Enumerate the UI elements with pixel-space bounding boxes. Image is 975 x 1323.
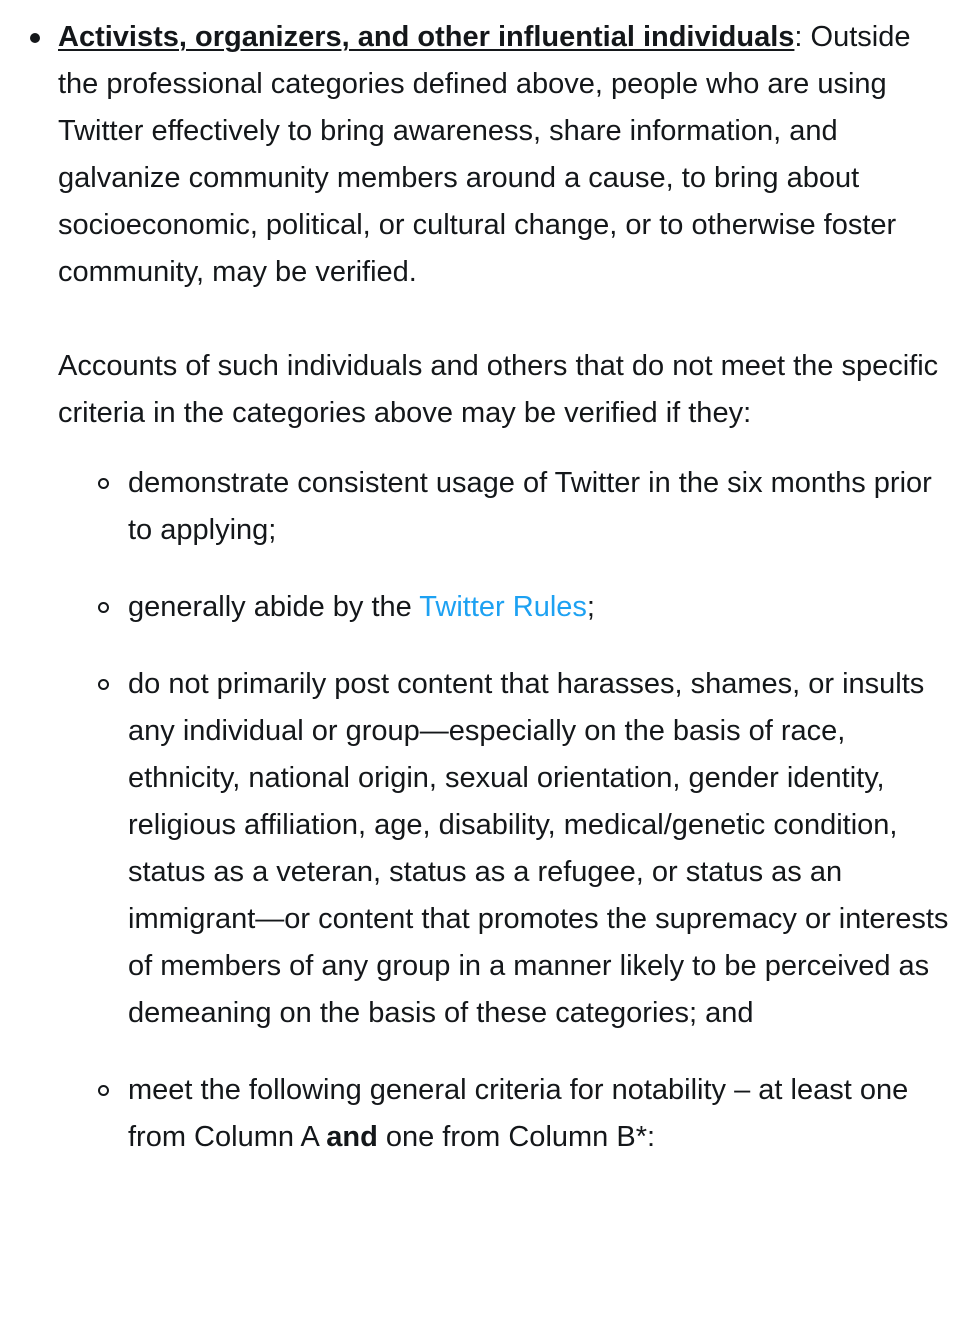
heading-colon: :: [794, 21, 803, 53]
criteria-item-usage: [58, 460, 957, 554]
bullet-disc-icon: [30, 33, 40, 43]
criteria-item-text-end: one from Column B*:: [377, 1121, 656, 1153]
criteria-item-notability: [58, 1067, 957, 1161]
criteria-item-text: demonstrate consistent usage of Twitter in the six months prior to applying;: [128, 467, 932, 546]
criteria-item-text-end: ;: [586, 591, 595, 623]
criteria-item-text: meet the following general criteria for notability – at least one from Column A: [128, 1074, 909, 1153]
item-intro-paragraph: [58, 14, 957, 296]
bullet-item-activists: [0, 14, 975, 1161]
criteria-list: [58, 460, 957, 1161]
bullet-circle-icon: [98, 679, 109, 690]
bullet-circle-icon: [98, 1085, 109, 1096]
criteria-intro-paragraph: Accounts of such individuals and others that do not meet the specific criteria in the categories above may be verified if they:: [58, 350, 939, 429]
criteria-item-rules: [58, 584, 957, 631]
twitter-rules-link[interactable]: Twitter Rules: [419, 591, 587, 623]
criteria-item-bold-and: and: [326, 1121, 378, 1153]
activists-heading-link[interactable]: Activists, organizers, and other influential individuals: [58, 21, 795, 53]
criteria-item-text: do not primarily post content that harasses, shames, or insults any individual or group—especially on the basis of race, ethnicity, national origin, sexual orientation, gender identity, religious affiliation, age, disability, medical/genetic condition, status as a veteran, status as a refugee, or status as an immigrant—or content that promotes the supremacy or interests of members of any group in a manner likely to be perceived as demeaning on the basis of these categories; and: [128, 668, 949, 1029]
bullet-circle-icon: [98, 478, 109, 489]
bullet-circle-icon: [98, 602, 109, 613]
criteria-item-text: generally abide by the: [128, 591, 420, 623]
criteria-item-conduct: [58, 661, 957, 1037]
intro-text: Outside the professional categories defined above, people who are using Twitter effectively to bring awareness, share information, and galvanize community members around a cause, to bring about socioeconomic, political, or cultural change, or to otherwise foster community, may be verified.: [58, 21, 911, 288]
